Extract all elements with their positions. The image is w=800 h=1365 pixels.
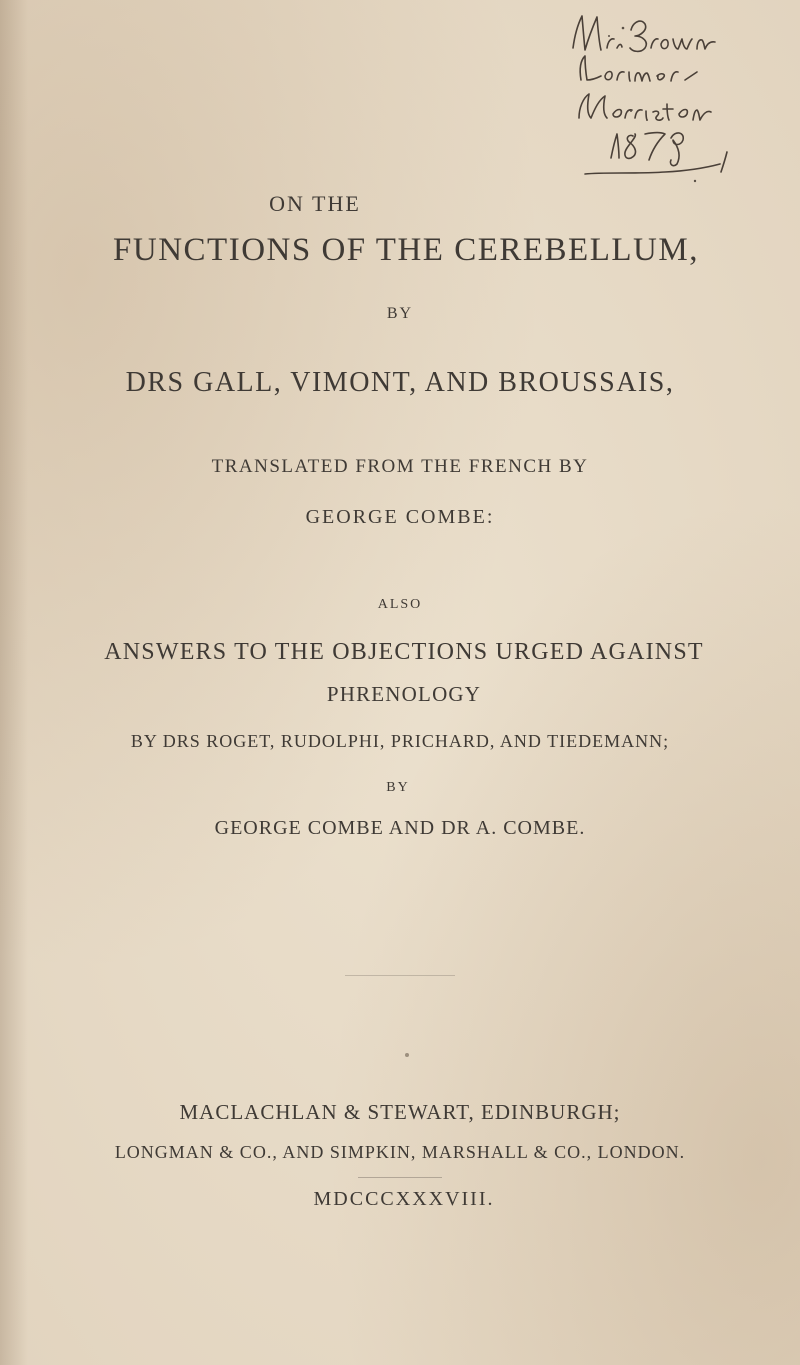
handwritten-owner-note: [545, 8, 775, 183]
phrenology-line: PHRENOLOGY: [326, 682, 482, 706]
translated-line: TRANSLATED FROM THE FRENCH BY: [211, 456, 589, 477]
translator-name: GEORGE COMBE:: [305, 506, 495, 528]
publisher-london: LONGMAN & CO., AND SIMPKIN, MARSHALL & CO., LONDON.: [114, 1142, 686, 1162]
by-label-1: BY: [386, 305, 414, 322]
short-rule: [358, 1177, 442, 1178]
respondents-line: GEORGE COMBE AND DR A. COMBE.: [214, 817, 586, 839]
ink-speck: [405, 1053, 409, 1057]
publisher-edinburgh: MACLACHLAN & STEWART, EDINBURGH;: [179, 1100, 621, 1124]
answers-line: ANSWERS TO THE OBJECTIONS URGED AGAINST: [104, 639, 704, 665]
on-the-line: ON THE: [269, 191, 361, 216]
objectors-line: BY DRS ROGET, RUDOLPHI, PRICHARD, AND TIEDEMANN;: [130, 731, 670, 751]
main-title: FUNCTIONS OF THE CEREBELLUM,: [113, 232, 699, 268]
also-label: ALSO: [377, 597, 423, 612]
divider-rule: [345, 975, 455, 976]
authors-line: DRS GALL, VIMONT, AND BROUSSAIS,: [125, 367, 675, 398]
by-label-2: BY: [386, 780, 410, 795]
imprint-year: MDCCCXXXVIII.: [313, 1188, 495, 1210]
